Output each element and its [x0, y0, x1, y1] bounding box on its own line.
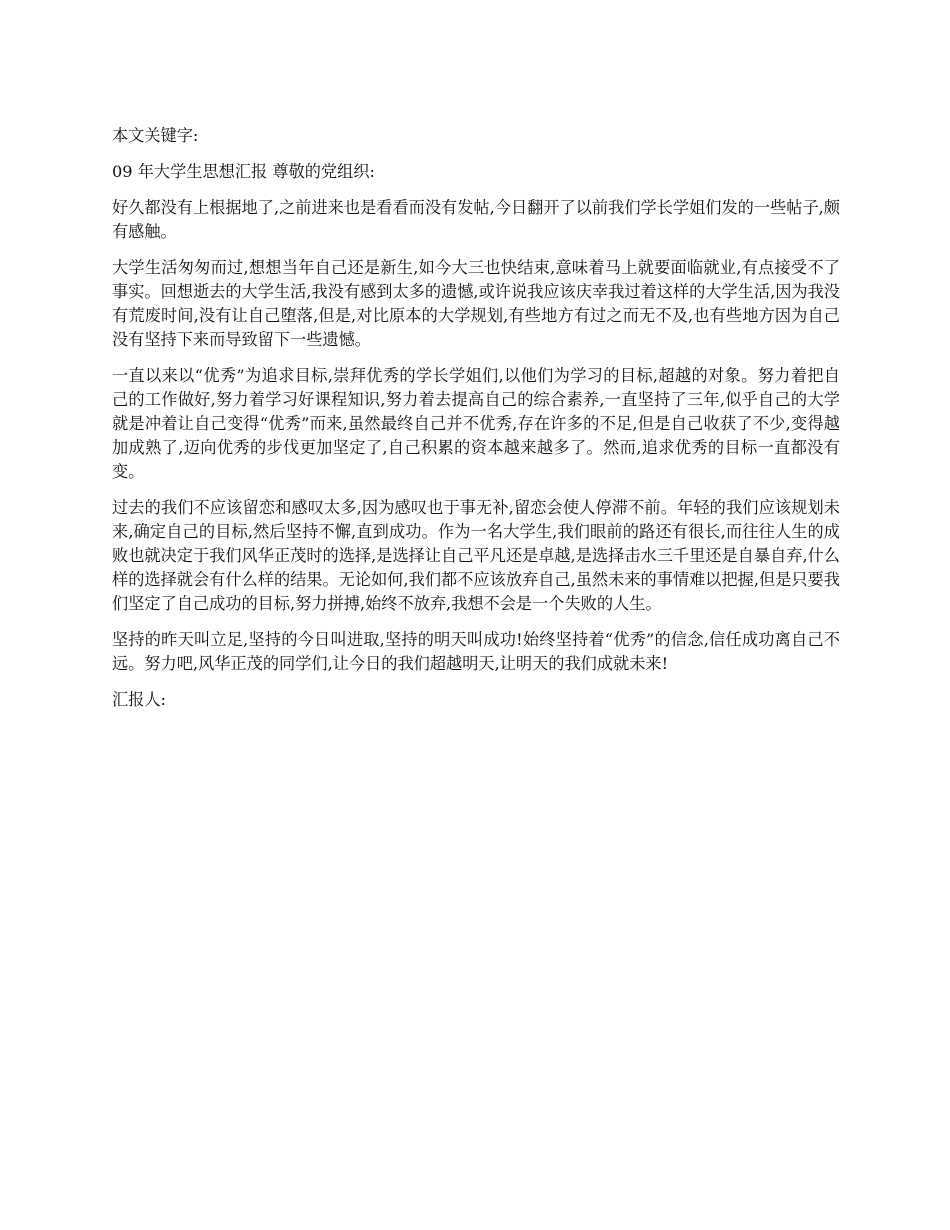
paragraph-1: 好久都没有上根据地了,之前进来也是看看而没有发帖,今日翻开了以前我们学长学姐们发的一些帖子,颇有感触。	[112, 198, 840, 241]
reporter-label: 汇报人:	[112, 690, 167, 709]
document-page	[112, 124, 840, 724]
paragraph-2: 大学生活匆匆而过,想想当年自己还是新生,如今大三也快结束,意味着马上就要面临就业,有点接受不了事实。回想逝去的大学生活,我没有感到太多的遗憾,或许说我应该庆幸我过着这样的大学生活,因为我没有荒废时间,没有让自己堕落,但是,对比原本的大学规划,有些地方有过之而无不及,也有些地方因为自己没有坚持下来而导致留下一些遗憾。	[112, 258, 840, 349]
paragraph-5: 坚持的昨天叫立足,坚持的今日叫进取,坚持的明天叫成功!始终坚持着“优秀”的信念,信任成功离自己不远。努力吧,风华正茂的同学们,让今日的我们超越明天,让明天的我们成就未来!	[112, 630, 840, 673]
keywords-label: 本文关键字:	[112, 126, 199, 145]
document-heading: 09 年大学生思想汇报 尊敬的党组织:	[112, 162, 375, 181]
paragraph-3: 一直以来以“优秀”为追求目标,崇拜优秀的学长学姐们,以他们为学习的目标,超越的对象。努力着把自己的工作做好,努力着学习好课程知识,努力着去提高自己的综合素养,一直坚持了三年,似乎自己的大学就是冲着让自己变得“优秀”而来,虽然最终自己并不优秀,存在许多的不足,但是自己收获了不少,变得越加成熟了,迈向优秀的步伐更加坚定了,自己积累的资本越来越多了。然而,追求优秀的目标一直都没有变。	[112, 366, 840, 481]
paragraph-4: 过去的我们不应该留恋和感叹太多,因为感叹也于事无补,留恋会使人停滞不前。年轻的我们应该规划未来,确定自己的目标,然后坚持不懈,直到成功。作为一名大学生,我们眼前的路还有很长,而往往人生的成败也就决定于我们风华正茂时的选择,是选择让自己平凡还是卓越,是选择击水三千里还是自暴自弃,什么样的选择就会有什么样的结果。无论如何,我们都不应该放弃自己,虽然未来的事情难以把握,但是只要我们坚定了自己成功的目标,努力拼搏,始终不放弃,我想不会是一个失败的人生。	[112, 498, 840, 613]
